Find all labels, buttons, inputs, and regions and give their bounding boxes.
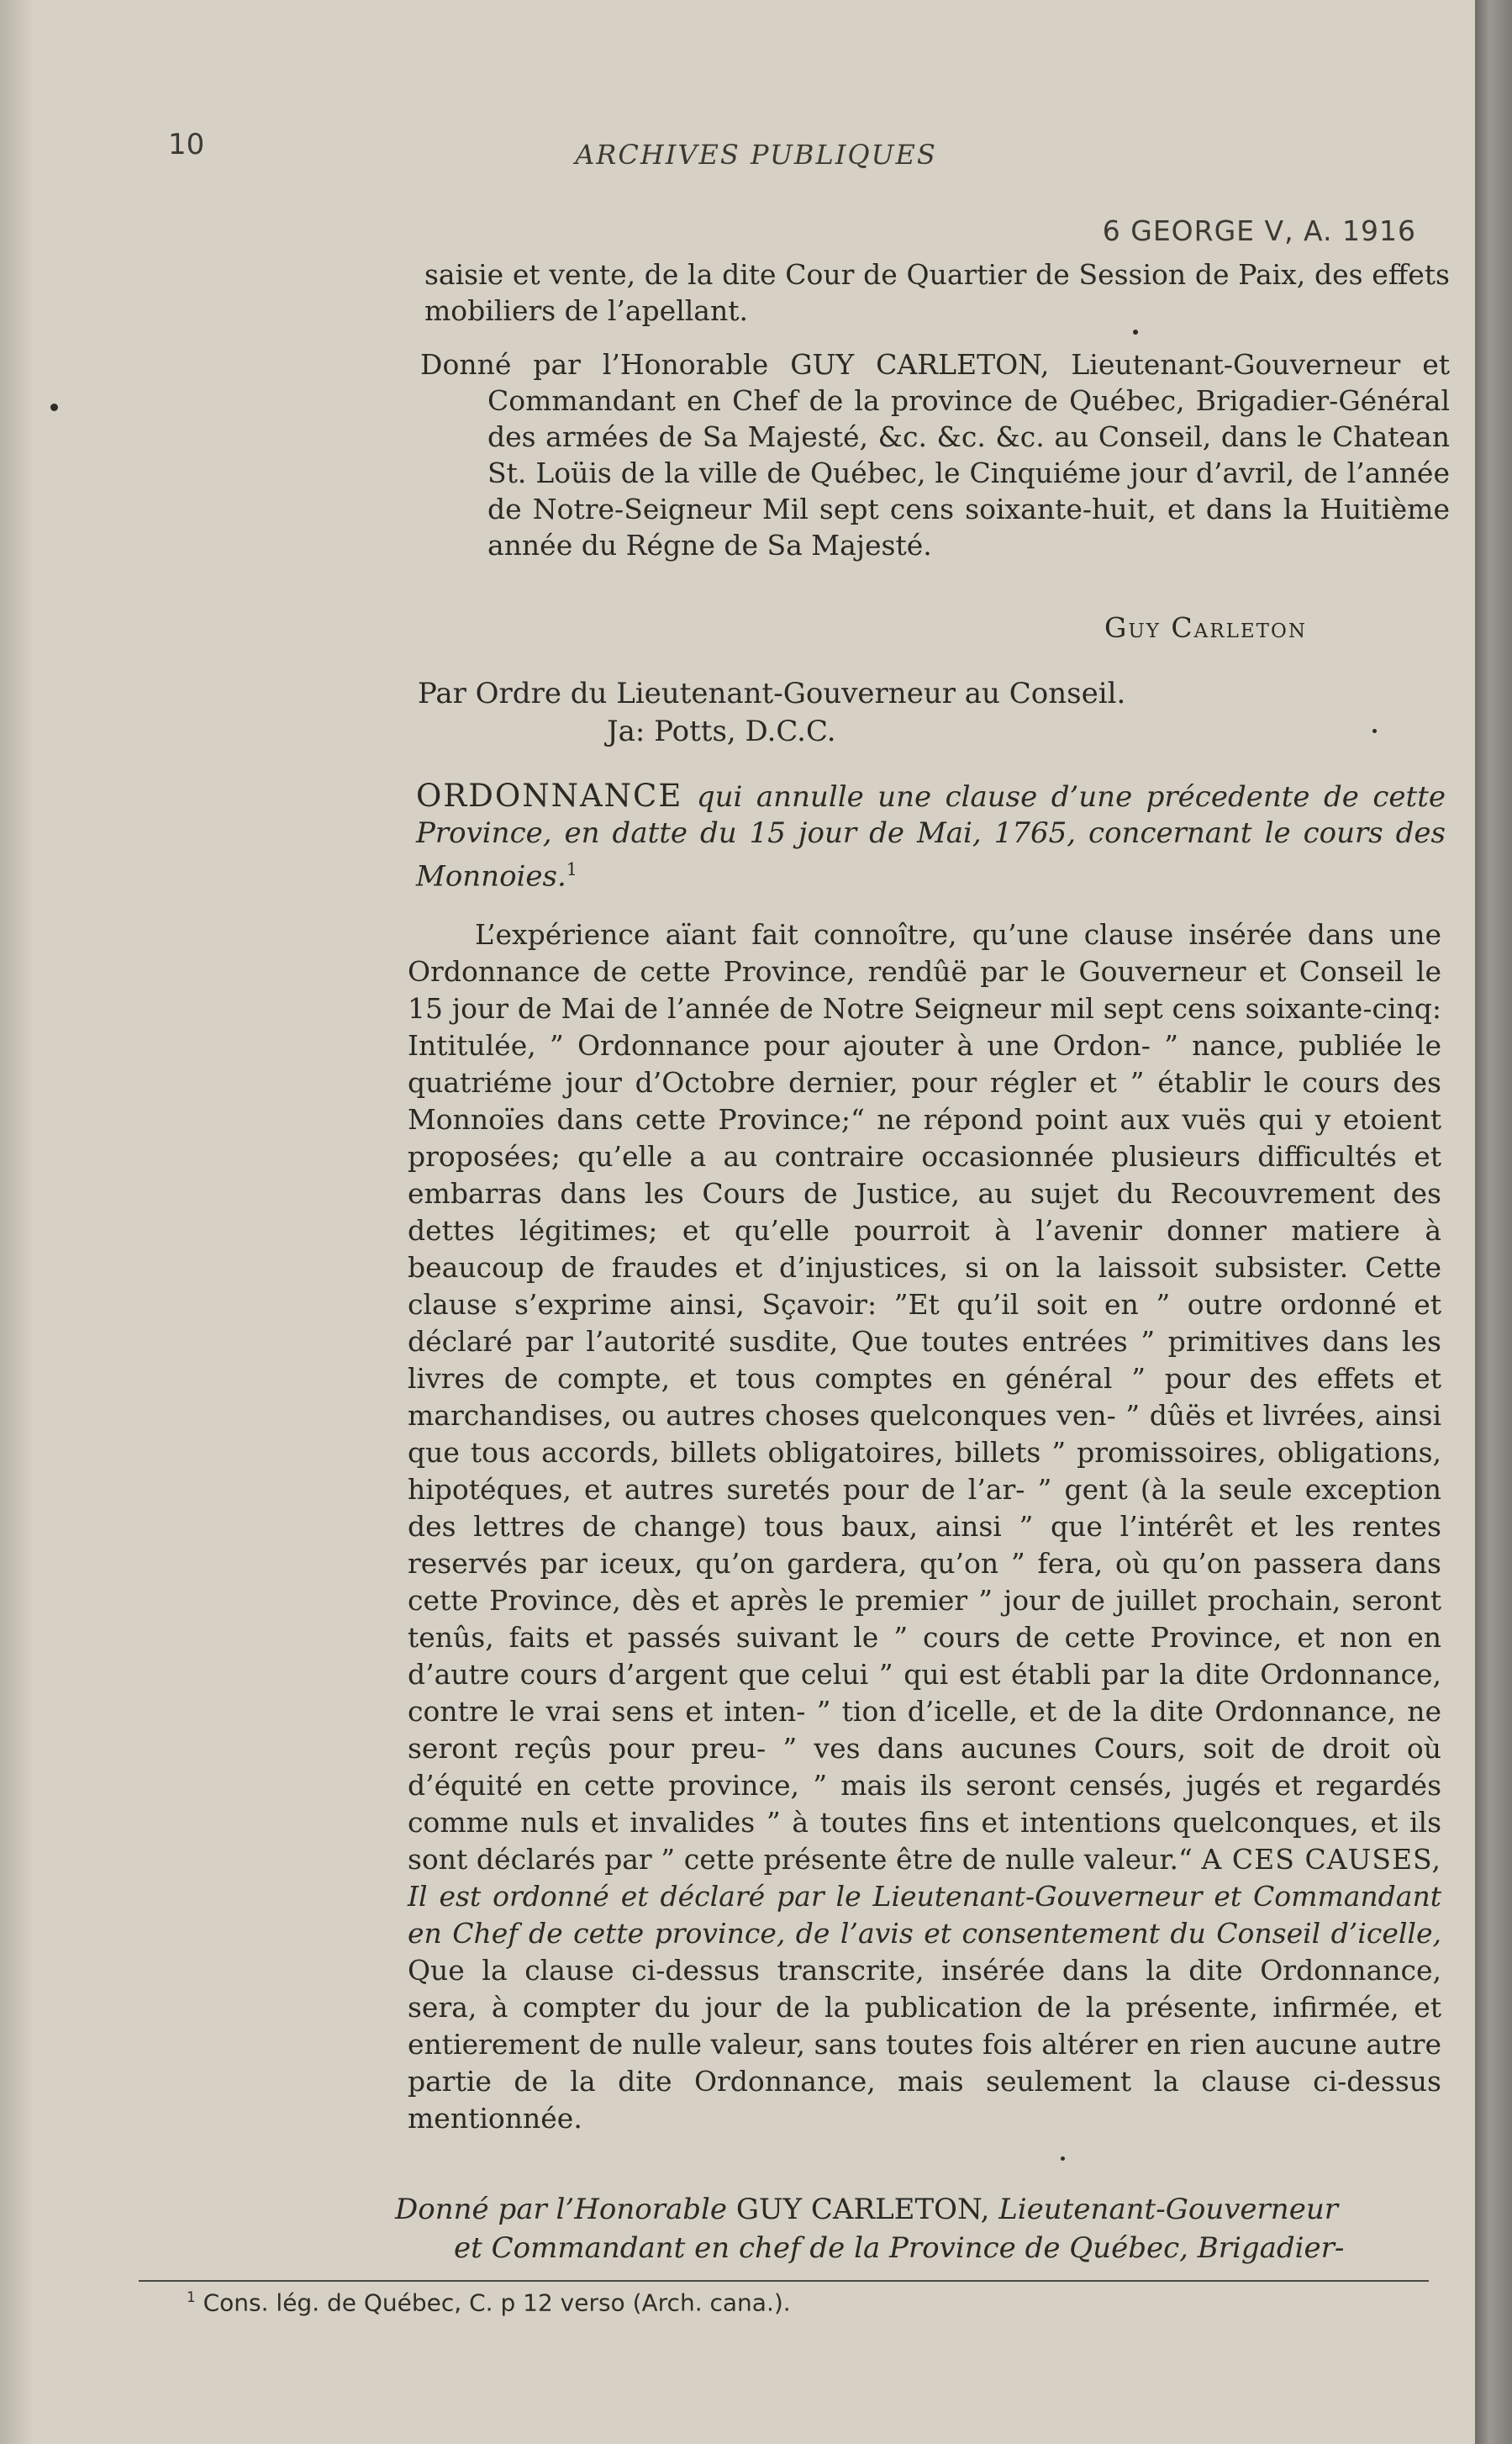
book-edge	[1475, 0, 1512, 2444]
ordinance-title-text: qui annulle une clause d’une précedente de cette Province, en datte du 15 jour de Mai, 1765, concernant le cours des Monnoies.	[416, 780, 1446, 894]
footnote-mark: 1	[187, 2288, 196, 2305]
ink-speck	[1372, 729, 1377, 733]
closing-title: Lieutenant-Gouverneur	[998, 2193, 1338, 2226]
ink-speck	[50, 404, 58, 411]
footnote-reference: 1	[566, 859, 577, 879]
signature-guy-carleton: Guy Carleton	[1104, 611, 1307, 644]
ordinance-title	[416, 778, 1446, 895]
closing-title-cont: et Commandant en chef de la Province de Québec, Brigadier-	[454, 2231, 1345, 2265]
ink-speck	[1061, 2156, 1065, 2161]
closing-intro: Donné par l’Honorable	[395, 2193, 728, 2226]
ordinance-body-caps: A CES CAUSES,	[1201, 1843, 1441, 1876]
running-head: ARCHIVES PUBLIQUES	[575, 139, 937, 171]
footnote-rule	[139, 2280, 1429, 2282]
closing-paragraph	[395, 2190, 1420, 2267]
ordinance-body-enactment: Il est ordonné et déclaré par le Lieutenant-Gouverneur et Commandant en Chef de cette province, de l’avis et consentement du Conseil d’icelle,	[408, 1880, 1441, 1950]
page-number: 10	[168, 128, 205, 161]
given-by-paragraph	[420, 346, 1450, 563]
paragraph-seizure: saisie et vente, de la dite Cour de Quartier de Session de Paix, des effets mobiliers de l’apellant.	[424, 258, 1450, 327]
ordinance-body	[408, 916, 1441, 2137]
footnote	[187, 2288, 791, 2316]
page-shadow-left	[0, 0, 34, 2444]
ordinance-body-preamble: L’expérience aïant fait connoître, qu’une clause insérée dans une Ordonnance de cette Province, rendûë par le Gouverneur et Conseil le 15 jour de Mai de l’année de Notre Seigneur mil sept cens soixante-cinq: Intitulée, ” Ordonnance pour ajouter à une Ordon- ” nance, publiée le quatriéme jour d’Octobre dernier, pour régler et ” établir le cours des Monnoïes dans cette Province;“ ne répond point aux vuës qui y etoient proposées; qu’elle a au contraire occasionnée plusieurs difficultés et embarras dans les Cours de Justice, au sujet du Recouvrement des dettes légitimes; et qu’elle pourroit à l’avenir donner matiere à beaucoup de fraudes et d’injustices, si on la laissoit subsister. Cette clause s’exprime ainsi, Sçavoir: ”Et qu’il soit en ” outre ordonné et déclaré par l’autorité susdite, Que toutes entrées ” primitives dans les livres de compte, et tous comptes en général ” pour des effets et marchandises, ou autres choses quelconques ven- ” dûës et livrées, ainsi que tous accords, billets obligatoires, billets ” promissoires, obligations, hipotéques, et autres suretés pour de l’ar- ” gent (à la seule exception des lettres de change) tous baux, ainsi ” que l’intérêt et les rentes reservés par iceux, qu’on gardera, qu’on ” fera, où qu’on passera dans cette Province, dès et après le premier ” jour de juillet prochain, seront tenûs, faits et passés suivant le ” cours de cette Province, et non en d’autre cours d’argent que celui ” qui est établi par la dite Ordonnance, contre le vrai sens et inten- ” tion d’icelle, et de la dite Ordonnance, ne seront reçûs pour preu- ” ves dans aucunes Cours, soit de droit où d’équité en cette province, ” mais ils seront censés, jugés et regardés comme nuls et invalides ” à toutes fins et intentions quelconques, et ils sont déclarés par ” cette présente être de nulle valeur.“	[408, 918, 1441, 1876]
footnote-text: Cons. lég. de Québec, C. p 12 verso (Arch. cana.).	[203, 2288, 791, 2317]
closing-name: GUY CARLETON,	[735, 2193, 990, 2226]
ink-speck	[1133, 330, 1138, 335]
session-reference: 6 GEORGE V, A. 1916	[1102, 214, 1416, 247]
ordinance-body-clause: Que la clause ci-dessus transcrite, insérée dans la dite Ordonnance, sera, à compter du jour de la publication de la présente, infirmée, et entierement de nulle valeur, sans toutes fois altérer en rien aucune autre partie de la dite Ordonnance, mais seulement la clause ci-dessus mentionnée.	[408, 1954, 1441, 2135]
given-by-text: Donné par l’Honorable GUY CARLETON, Lieutenant-Gouverneur et Commandant en Chef de la province de Québec, Brigadier-Général des armées de Sa Majesté, &c. &c. &c. au Conseil, dans le Chatean St. Loüis de la ville de Québec, le Cinquiéme jour d’avril, de l’année de Notre-Seigneur Mil sept cens soixante-huit, et dans la Huitième année du Régne de Sa Majesté.	[420, 348, 1450, 562]
ordinance-title-caps: ORDONNANCE	[416, 778, 683, 814]
order-line: Par Ordre du Lieutenant-Gouverneur au Conseil.	[418, 677, 1126, 710]
secretary-line: Ja: Potts, D.C.C.	[607, 715, 836, 748]
